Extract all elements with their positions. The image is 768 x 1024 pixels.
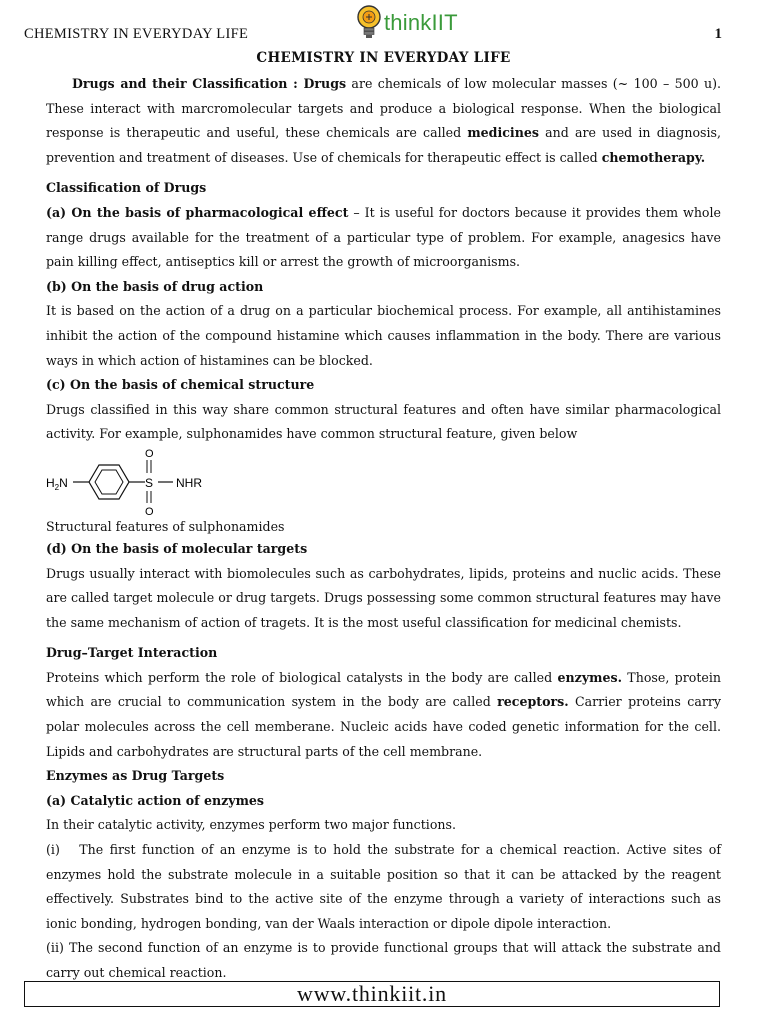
sulphonamide-structure xyxy=(46,447,721,517)
page-title: CHEMISTRY IN EVERYDAY LIFE xyxy=(256,50,511,66)
enzymes-point-1: (i) The first function of an enzyme is to hold the substrate for a chemical reaction. Active sites of enzymes hold the substrate molecule in a suitable position so that it can be attacked by the reagent effectively. Substrates bind to the active site of the enzyme through a variety of interactions such as ionic bonding, hydrogen bonding, van der Waals interaction or dipole dipole interaction. xyxy=(46,842,726,931)
section-b-heading: (b) On the basis of drug action xyxy=(46,278,264,294)
intro-heading: Drugs and their Classification : xyxy=(72,76,304,91)
term-receptors: receptors. xyxy=(497,694,569,710)
term-chemotherapy: chemotherapy. xyxy=(601,149,706,165)
interaction-text-3: Carrier proteins carry polar molecules across the cell memberane. Nucleic acids have coded genetic information for the cell. Lipids and carbohydrates are structural parts of the cell membrane. xyxy=(46,694,721,759)
header-title: CHEMISTRY IN EVERYDAY LIFE xyxy=(24,26,249,42)
section-a-heading: (a) On the basis of pharmacological effect xyxy=(46,204,349,220)
enzymes-sub-heading: (a) Catalytic action of enzymes xyxy=(46,792,265,808)
classification-heading: Classification of Drugs xyxy=(46,180,207,196)
page-content xyxy=(46,50,726,986)
enzymes-intro: In their catalytic activity, enzymes perform two major functions. xyxy=(46,817,456,833)
intro-text-1: are chemicals of low molecular masses (~ 100 – 500 u). These interact with marcromolecular targets and produce a biological response. When the biological response is therapeutic and useful, these chemicals are called xyxy=(46,76,722,141)
interaction-heading: Drug–Target Interaction xyxy=(46,645,218,661)
oxygen-bottom-label: O xyxy=(145,505,154,517)
page-number: 1 xyxy=(714,26,722,42)
intro-text-2: and are used in diagnosis, prevention and treatment of diseases. Use of chemicals for therapeutic effect is called xyxy=(46,125,721,165)
enzymes-heading: Enzymes as Drug Targets xyxy=(46,768,225,784)
interaction-text-1: Proteins which perform the role of biological catalysts in the body are called xyxy=(46,669,558,685)
term-enzymes: enzymes. xyxy=(557,669,622,685)
section-b-text: It is based on the action of a drug on a particular biochemical process. For example, all antihistamines inhibit the action of the compound histamine which causes inflammation in the body. There are various ways in which action of histamines can be blocked. xyxy=(46,303,721,368)
structure-diagram xyxy=(46,447,246,517)
interaction-paragraph xyxy=(46,666,721,764)
page-footer xyxy=(24,981,720,1007)
term-drugs: Drugs xyxy=(303,76,347,91)
enzymes-point-2: (ii) The second function of an enzyme is to provide functional groups that will attack the substrate and carry out chemical reaction. xyxy=(46,940,721,980)
section-a-text: – It is useful for doctors because it provides them whole range drugs available for the treatment of a particular type of problem. For example, anagesics have pain killing effect, antiseptics kill or arrest the growth of microorganisms. xyxy=(46,204,721,270)
section-a xyxy=(46,201,721,275)
oxygen-top-label: O xyxy=(145,447,154,460)
interaction-text-2: Those, protein which are crucial to communication system in the body are called xyxy=(46,669,721,710)
logo-text: thinkIIT xyxy=(384,10,458,35)
section-c-heading: (c) On the basis of chemical structure xyxy=(46,377,315,393)
section-c-text: Drugs classified in this way share common structural features and often have similar pharmacological activity. For example, sulphonamides have common structural feature, given below xyxy=(46,401,721,442)
thinkiit-logo xyxy=(356,4,486,44)
structure-caption: Structural features of sulphonamides xyxy=(46,518,285,534)
footer-url[interactable]: www.thinkiit.in xyxy=(297,981,447,1006)
section-d-heading: (d) On the basis of molecular targets xyxy=(46,540,308,556)
left-group-label: $H_2N$ xyxy=(46,475,68,492)
section-d-text: Drugs usually interact with biomolecules such as carbohydrates, lipids, proteins and nuclic acids. These are called target molecule or drug targets. Drugs possessing some common structural features may have the same mechanism of action of tragets. It is the most useful classification for medicinal chemists. xyxy=(46,565,721,630)
term-medicines: medicines xyxy=(467,125,539,141)
intro-paragraph xyxy=(46,72,721,170)
sulfur-label: S xyxy=(145,475,154,490)
lightbulb-icon xyxy=(356,4,382,42)
right-group-label: NHR xyxy=(176,475,202,490)
